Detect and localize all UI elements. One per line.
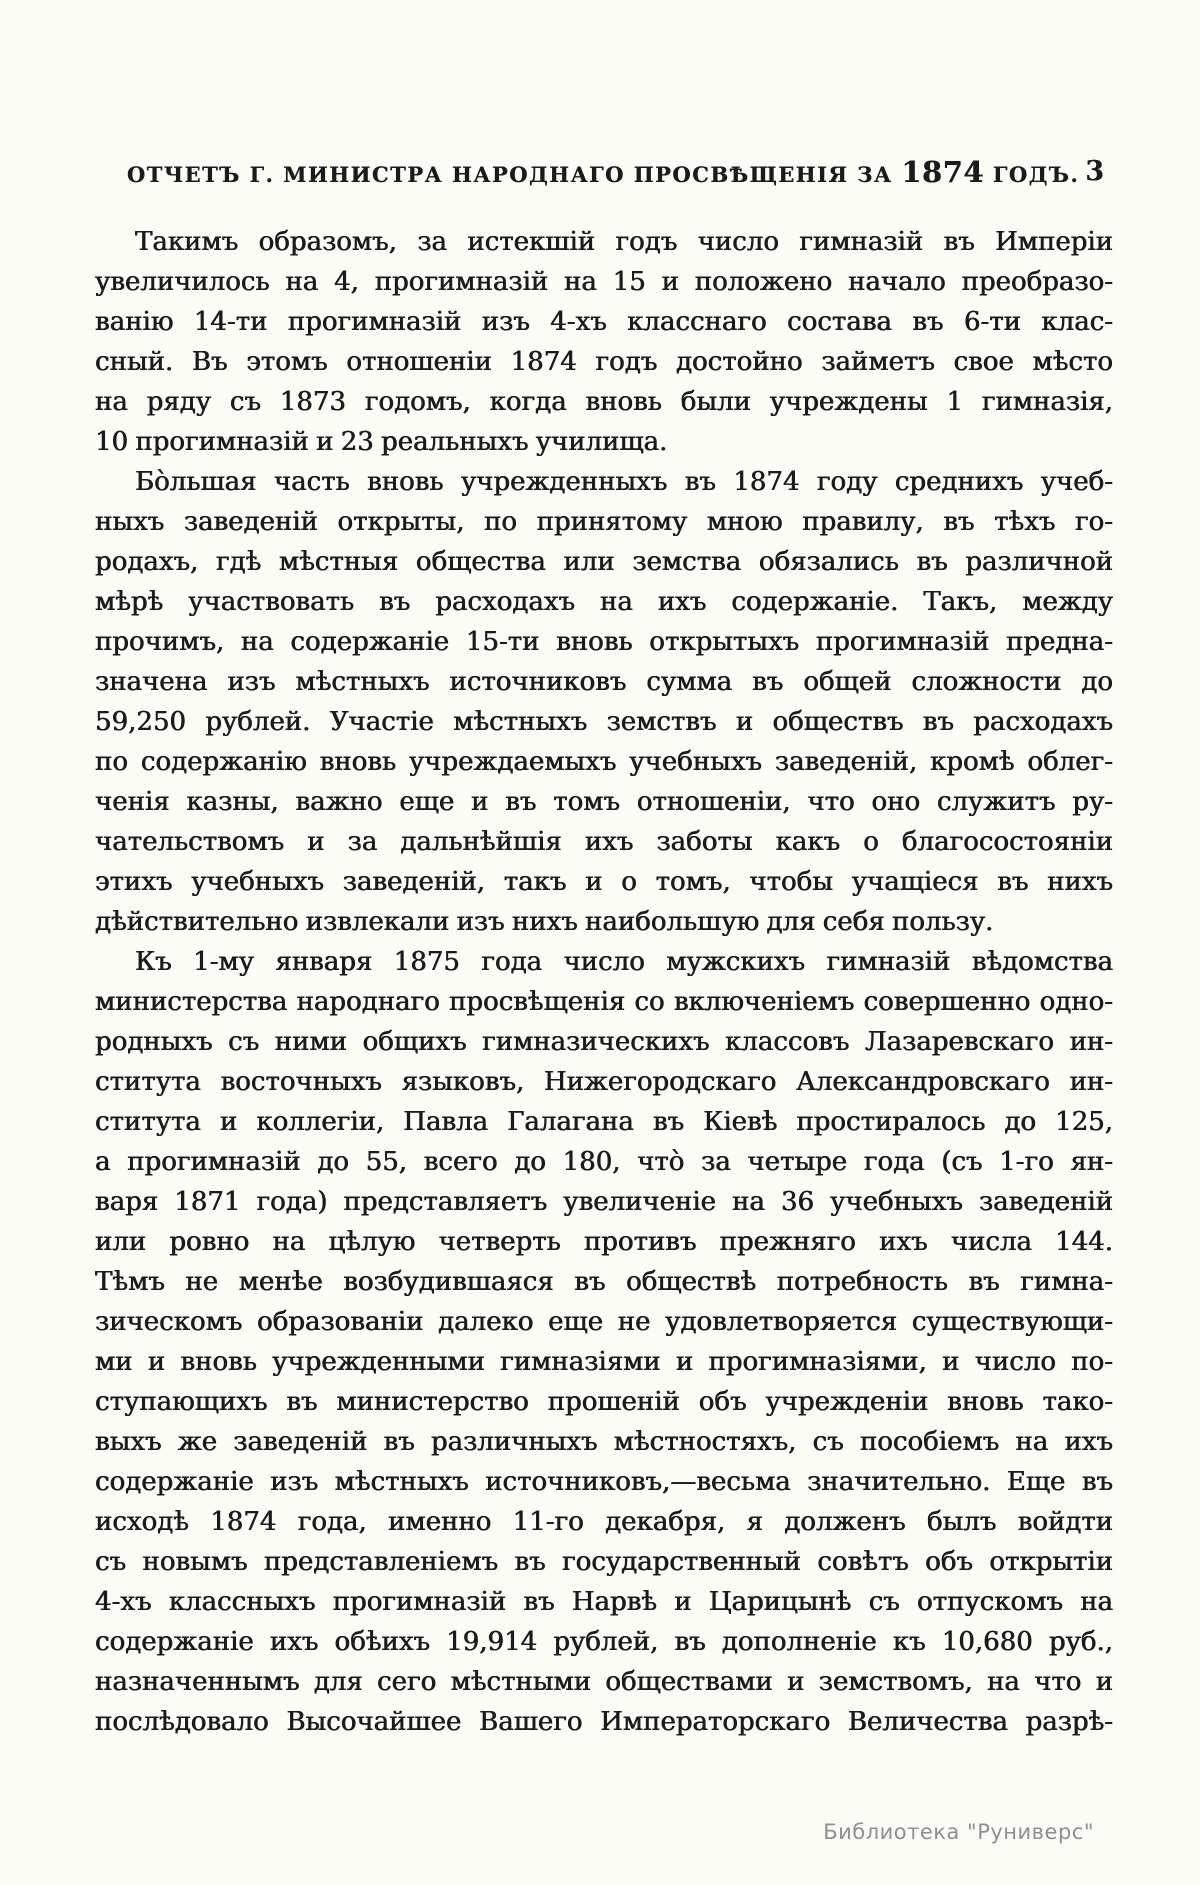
text-line: ступающихъ въ министерство прошеній объ учрежденіи вновь тако- [95, 1387, 1113, 1417]
text-line: зическомъ образованіи далеко еще не удовлетворяется существующи- [95, 1307, 1113, 1337]
text-line: выхъ же заведеній въ различныхъ мѣстностяхъ, съ пособіемъ на ихъ [95, 1427, 1113, 1457]
text-line: ченія казны, важно еще и въ томъ отношеніи, что оно служитъ ру- [95, 787, 1113, 817]
paragraph [95, 942, 1113, 1742]
year-figure: 1874 [901, 155, 984, 189]
text-line: содержаніе ихъ обѣихъ 19,914 рублей, въ дополненіе къ 10,680 руб., [95, 1627, 1113, 1657]
text-line: ванію 14-ти прогимназій изъ 4-хъ класснаго состава въ 6-ти клас- [95, 307, 1113, 337]
text-line: ми и вновь учрежденными гимназіями и прогимназіями, и число по- [95, 1347, 1113, 1377]
text-line: увеличилось на 4, прогимназій на 15 и положено начало преобразо- [95, 267, 1113, 297]
text-line: родахъ, гдѣ мѣстныя общества или земства обязались въ различной [95, 547, 1113, 577]
text-line: по содержанію вновь учреждаемыхъ учебныхъ заведеній, кромѣ облег- [95, 747, 1113, 777]
page-number: 3 [1085, 156, 1104, 187]
text-line: чательствомъ и за дальнѣйшія ихъ заботы какъ о благосостояніи [95, 827, 1113, 857]
text-line: сный. Въ этомъ отношеніи 1874 годъ достойно займетъ свое мѣсто [95, 347, 1113, 377]
text-line: ститута восточныхъ языковъ, Нижегородскаго Александровскаго ин- [95, 1067, 1113, 1097]
page-header [92, 149, 1114, 195]
text-line: Такимъ образомъ, за истекшій годъ число гимназій въ Имперіи [135, 227, 1113, 257]
text-line: прочимъ, на содержаніе 15-ти вновь открытыхъ прогимназій предна- [95, 627, 1113, 657]
text-line: Бо̀льшая часть вновь учрежденныхъ въ 1874 году среднихъ учеб- [135, 467, 1113, 497]
text-line: этихъ учебныхъ заведеній, такъ и о томъ, чтобы учащіеся въ нихъ [95, 867, 1113, 897]
text-line: значена изъ мѣстныхъ источниковъ сумма въ общей сложности до [95, 667, 1113, 697]
library-watermark: Библиотека "Руниверс" [823, 1820, 1094, 1844]
text-line: 4-хъ классныхъ прогимназій въ Нарвѣ и Царицынѣ съ отпускомъ на [95, 1587, 1113, 1617]
running-title [92, 149, 1114, 198]
text-line: назначеннымъ для сего мѣстными обществами и земствомъ, на что и [95, 1667, 1113, 1697]
text-line: 10 прогимназій и 23 реальныхъ училища. [95, 427, 668, 457]
text-line: мѣрѣ участвовать въ расходахъ на ихъ содержаніе. Такъ, между [95, 587, 1113, 617]
text-line: министерства народнаго просвѣщенія со включеніемъ совершенно одно- [95, 987, 1113, 1017]
text-line: содержаніе изъ мѣстныхъ источниковъ,—весьма значительно. Еще въ [95, 1467, 1113, 1497]
text-line: 59,250 рублей. Участіе мѣстныхъ земствъ и обществъ въ расходахъ [95, 707, 1113, 737]
text-line: исходѣ 1874 года, именно 11-го декабря, я долженъ былъ войдти [95, 1507, 1113, 1537]
text-line: дѣйствительно извлекали изъ нихъ наибольшую для себя пользу. [95, 907, 994, 937]
paragraph [95, 222, 1113, 462]
text-line: ныхъ заведеній открыты, по принятому мною правилу, въ тѣхъ го- [95, 507, 1113, 537]
text-line: ститута и коллегіи, Павла Галагана въ Кіевѣ простиралось до 125, [95, 1107, 1113, 1137]
text-line: съ новымъ представленіемъ въ государственный совѣтъ объ открытіи [95, 1547, 1113, 1577]
body-text [95, 222, 1113, 1742]
text-line: Къ 1-му января 1875 года число мужскихъ гимназій вѣдомства [135, 947, 1113, 977]
text-line: а прогимназій до 55, всего до 180, что̀ за четыре года (съ 1-го ян- [95, 1147, 1113, 1177]
text-line: послѣдовало Высочайшее Вашего Императорскаго Величества разрѣ- [95, 1707, 1113, 1737]
text-line: на ряду съ 1873 годомъ, когда вновь были учреждены 1 гимназія, [95, 387, 1113, 417]
text-line: варя 1871 года) представляетъ увеличеніе на 36 учебныхъ заведеній [95, 1187, 1113, 1217]
paragraph [95, 462, 1113, 942]
running-title-suffix: ГОДЪ. [992, 162, 1080, 187]
text-line: или ровно на цѣлую четверть противъ прежняго ихъ числа 144. [95, 1227, 1113, 1257]
text-line: родныхъ съ ними общихъ гимназическихъ классовъ Лазаревскаго ин- [95, 1027, 1113, 1057]
running-title-prefix: ОТЧЕТЪ Г. МИНИСТРА НАРОДНАГО ПРОСВѢЩЕНІЯ ЗА [126, 162, 893, 187]
text-line: Тѣмъ не менѣе возбудившаяся въ обществѣ потребность въ гимна- [95, 1267, 1113, 1297]
